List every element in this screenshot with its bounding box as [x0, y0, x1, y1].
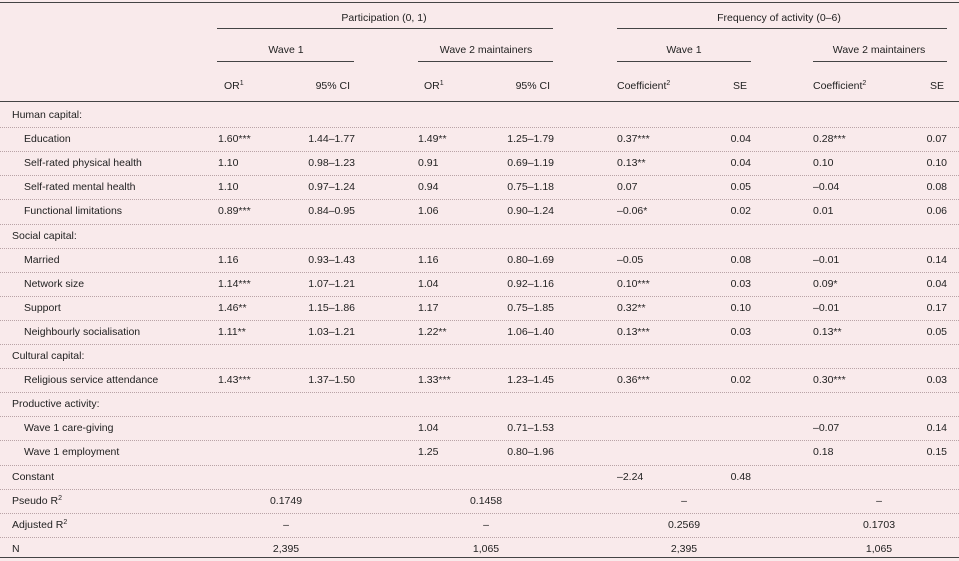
row-label: Married [24, 253, 60, 266]
wave1-or: 1.11** [218, 325, 246, 338]
wave2-or: 1.22** [418, 325, 447, 338]
frequency-rule [617, 28, 947, 29]
participation-wave2-stat: 1,065 [472, 542, 500, 555]
wave2-coefficient: –0.01 [813, 253, 840, 266]
row-divider [0, 489, 959, 490]
row-divider [0, 513, 959, 514]
wave2-coefficient: –0.04 [813, 181, 840, 194]
table-row [0, 175, 959, 199]
wave2-or: 1.06 [418, 205, 439, 218]
participation-wave2-stat: – [483, 518, 489, 531]
row-divider [0, 344, 959, 345]
wave1-coefficient: –0.06* [617, 205, 648, 218]
summary-label-text: Adjusted R [12, 518, 64, 531]
section-label: Social capital: [12, 229, 77, 242]
wave1-ci: 0.84–0.95 [308, 205, 355, 218]
header-bottom-rule [0, 101, 959, 102]
col-or-p2: $OR^1$ [424, 80, 444, 92]
section-label: Cultural capital: [12, 350, 85, 362]
wave2-coefficient: 0.01 [813, 205, 834, 218]
wave1-se: 0.02 [730, 374, 751, 387]
table-row [0, 127, 959, 151]
header-participation-wave2: Wave 2 maintainers [439, 44, 533, 56]
row-divider [0, 416, 959, 417]
frequency-wave1-stat: 2,395 [670, 542, 698, 555]
participation-wave1-stat: 0.1749 [269, 494, 303, 507]
wave-rule-f2 [813, 61, 947, 62]
row-divider [0, 199, 959, 200]
row-divider [0, 537, 959, 538]
wave1-coefficient: –2.24 [617, 470, 644, 483]
frequency-wave1-stat: 0.2569 [667, 518, 701, 531]
wave1-se: 0.48 [730, 470, 751, 483]
wave1-coefficient: 0.36*** [617, 374, 650, 387]
row-divider [0, 151, 959, 152]
wave2-ci: 0.90–1.24 [507, 205, 554, 218]
col-or-p1: $OR^1$ [224, 80, 244, 92]
wave2-coefficient: 0.30*** [813, 374, 846, 387]
table-row [0, 416, 959, 440]
wave2-or: 1.16 [418, 253, 439, 266]
col-coef-f1: Coefficient$^2$ [617, 80, 671, 92]
table-row [0, 368, 959, 392]
table-row [0, 151, 959, 175]
wave2-ci: 0.71–1.53 [507, 422, 554, 435]
wave2-ci: 1.25–1.79 [507, 133, 554, 146]
summary-label-text: N [12, 542, 20, 555]
wave1-or: 1.14*** [218, 277, 251, 290]
wave2-or: 0.94 [418, 181, 439, 194]
table-row [0, 296, 959, 320]
wave1-se: 0.03 [730, 277, 751, 290]
wave2-se: 0.08 [926, 181, 947, 194]
wave1-coefficient: 0.37*** [617, 133, 650, 146]
summary-label-text: Pseudo R [12, 494, 59, 507]
wave1-se: 0.08 [730, 253, 751, 266]
wave1-or: 1.16 [218, 253, 239, 266]
wave2-ci: 0.69–1.19 [507, 157, 554, 170]
wave1-or: 1.60*** [218, 133, 251, 146]
row-divider [0, 465, 959, 466]
wave2-ci: 0.80–1.96 [507, 446, 554, 459]
table-row [0, 489, 959, 513]
table-row [0, 199, 959, 223]
col-ci-p1: 95% CI [315, 80, 350, 92]
wave2-or: 1.49** [418, 133, 447, 146]
wave1-ci: 1.07–1.21 [308, 277, 355, 290]
wave2-or: 1.04 [418, 277, 439, 290]
row-label: Wave 1 employment [24, 446, 120, 459]
header-frequency-wave1: Wave 1 [666, 44, 702, 56]
header-frequency: Frequency of activity (0–6) [717, 12, 841, 24]
wave2-coefficient: 0.10 [813, 157, 834, 170]
frequency-wave2-stat: – [876, 494, 882, 507]
col-ci-p2: 95% CI [515, 80, 550, 92]
col-se-f2: SE [929, 80, 944, 92]
table-row [0, 440, 959, 464]
wave-rule-p2 [418, 61, 553, 62]
wave2-or: 1.17 [418, 301, 439, 314]
row-label: Network size [24, 277, 85, 290]
row-label: Self-rated physical health [24, 157, 142, 170]
section-row [0, 103, 959, 127]
participation-rule [217, 28, 553, 29]
row-divider [0, 272, 959, 273]
wave1-ci: 1.15–1.86 [308, 301, 355, 314]
summary-label-sup: 2 [58, 494, 63, 502]
wave-rule-f1 [617, 61, 751, 62]
bottom-rule [0, 557, 959, 558]
row-divider [0, 440, 959, 441]
row-label: Self-rated mental health [24, 181, 136, 194]
participation-wave1-stat: – [283, 518, 289, 531]
frequency-wave1-stat: – [681, 494, 687, 507]
wave2-ci: 0.75–1.85 [507, 301, 554, 314]
section-row [0, 344, 959, 368]
wave2-se: 0.07 [926, 133, 947, 146]
wave2-se: 0.06 [926, 205, 947, 218]
wave1-coefficient: 0.32** [617, 301, 646, 314]
wave2-se: 0.03 [926, 374, 947, 387]
wave2-or: 1.25 [418, 446, 439, 459]
wave1-ci: 0.93–1.43 [308, 253, 355, 266]
summary-label-sup: 2 [63, 518, 68, 526]
wave1-coefficient: 0.13*** [617, 325, 650, 338]
wave1-ci: 1.37–1.50 [308, 374, 355, 387]
row-divider [0, 296, 959, 297]
row-divider [0, 320, 959, 321]
wave2-coefficient: 0.18 [813, 446, 834, 459]
header-frequency-wave2: Wave 2 maintainers [832, 44, 926, 56]
participation-wave2-stat: 0.1458 [469, 494, 503, 507]
frequency-wave2-stat: 0.1703 [862, 518, 896, 531]
wave1-coefficient: 0.10*** [617, 277, 650, 290]
wave1-se: 0.04 [730, 157, 751, 170]
wave2-ci: 1.06–1.40 [507, 325, 554, 338]
wave1-or: 1.46** [218, 301, 247, 314]
table-row [0, 513, 959, 537]
wave1-coefficient: 0.07 [617, 181, 638, 194]
wave1-se: 0.05 [730, 181, 751, 194]
wave1-or: 1.10 [218, 181, 239, 194]
row-divider [0, 224, 959, 225]
wave2-ci: 1.23–1.45 [507, 374, 554, 387]
wave2-se: 0.04 [926, 277, 947, 290]
col-se-f1: SE [732, 80, 747, 92]
wave1-or: 1.43*** [218, 374, 251, 387]
frequency-wave2-stat: 1,065 [865, 542, 893, 555]
row-label: Education [24, 133, 71, 146]
summary-label [12, 519, 67, 531]
wave2-coefficient: 0.13** [813, 325, 842, 338]
section-row [0, 224, 959, 248]
wave1-se: 0.03 [730, 325, 751, 338]
wave2-se: 0.14 [926, 422, 947, 435]
wave2-se: 0.14 [926, 253, 947, 266]
wave2-coefficient: 0.28*** [813, 133, 846, 146]
wave1-coefficient: –0.05 [617, 253, 644, 266]
summary-label [12, 495, 62, 507]
wave1-ci: 0.98–1.23 [308, 157, 355, 170]
header-participation: Participation (0, 1) [341, 12, 427, 24]
table-row [0, 272, 959, 296]
row-label: Religious service attendance [24, 374, 159, 387]
wave2-or: 1.04 [418, 422, 439, 435]
wave2-coefficient: –0.07 [813, 422, 840, 435]
table-row [0, 465, 959, 489]
row-divider [0, 392, 959, 393]
wave2-se: 0.17 [926, 301, 947, 314]
row-divider [0, 248, 959, 249]
row-divider [0, 368, 959, 369]
wave1-ci: 1.44–1.77 [308, 133, 355, 146]
table-row [0, 248, 959, 272]
wave1-or: 0.89*** [218, 205, 251, 218]
row-divider [0, 127, 959, 128]
row-label: Support [24, 301, 61, 314]
wave2-se: 0.15 [926, 446, 947, 459]
row-label: Functional limitations [24, 205, 123, 218]
row-divider [0, 175, 959, 176]
summary-label [12, 543, 20, 555]
wave2-or: 0.91 [418, 157, 439, 170]
header-participation-wave1: Wave 1 [268, 44, 304, 56]
table-row [0, 320, 959, 344]
wave2-coefficient: 0.09* [813, 277, 838, 290]
section-label: Human capital: [12, 109, 83, 121]
wave-rule-p1 [217, 61, 354, 62]
wave2-coefficient: –0.01 [813, 301, 840, 314]
wave1-ci: 0.97–1.24 [308, 181, 355, 194]
wave1-ci: 1.03–1.21 [308, 325, 355, 338]
section-label: Productive activity: [12, 398, 100, 411]
wave2-ci: 0.75–1.18 [507, 181, 554, 194]
wave2-se: 0.05 [926, 325, 947, 338]
wave1-se: 0.04 [730, 133, 751, 146]
wave2-se: 0.10 [926, 157, 947, 170]
wave1-or: 1.10 [218, 157, 239, 170]
wave1-se: 0.10 [730, 301, 751, 314]
wave2-ci: 0.80–1.69 [507, 253, 554, 266]
wave2-or: 1.33*** [418, 374, 451, 387]
wave2-ci: 0.92–1.16 [507, 277, 554, 290]
section-row [0, 392, 959, 416]
wave1-se: 0.02 [730, 205, 751, 218]
row-label: Wave 1 care-giving [24, 422, 114, 435]
top-rule [0, 2, 959, 3]
participation-wave1-stat: 2,395 [272, 542, 300, 555]
col-coef-f2: Coefficient$^2$ [813, 80, 867, 92]
row-label: Neighbourly socialisation [24, 325, 141, 338]
row-label: Constant [12, 470, 55, 483]
wave1-coefficient: 0.13** [617, 157, 646, 170]
